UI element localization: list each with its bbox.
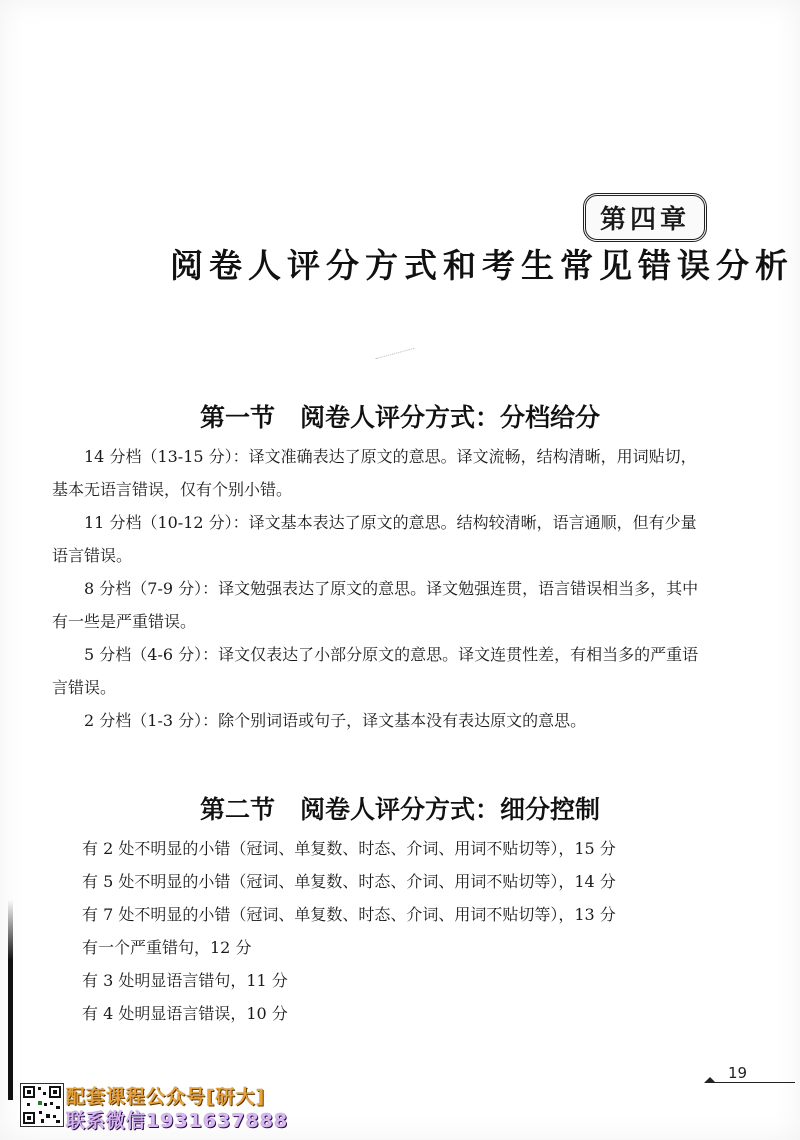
binding-edge-mark bbox=[8, 900, 13, 1100]
section1-title: 第一节 阅卷人评分方式：分档给分 bbox=[199, 403, 600, 432]
grade-band-8: 8 分档（7-9 分）：译文勉强表达了原文的意思。译文勉强连贯，语言错误相当多，其中有一些是严重错误。 bbox=[52, 579, 699, 631]
footer-rule bbox=[705, 1082, 795, 1083]
qr-code-icon bbox=[20, 1083, 64, 1127]
chapter-badge: 第四章 bbox=[583, 193, 707, 242]
page-number: 19 bbox=[728, 1064, 748, 1082]
grade-band-2: 2 分档（1-3 分）：除个别词语或句子，译文基本没有表达原文的意思。 bbox=[84, 711, 587, 730]
deduction-line: 有 3 处明显语言错句，11 分 bbox=[82, 971, 288, 990]
grade-band-5: 5 分档（4-6 分）：译文仅表达了小部分原文的意思。译文连贯性差，有相当多的严重语言错误。 bbox=[52, 645, 699, 697]
deduction-line: 有一个严重错句，12 分 bbox=[82, 938, 252, 957]
scan-artifact bbox=[375, 348, 414, 360]
grade-band-11: 11 分档（10-12 分）：译文基本表达了原文的意思。结构较清晰，语言通顺，但有少量语言错误。 bbox=[52, 513, 697, 565]
section2-title: 第二节 阅卷人评分方式：细分控制 bbox=[199, 795, 600, 824]
promo-text-course: 配套课程公众号[研大] bbox=[66, 1086, 266, 1108]
deduction-line: 有 2 处不明显的小错（冠词、单复数、时态、介词、用词不贴切等），15 分 bbox=[82, 839, 616, 858]
deduction-line: 有 5 处不明显的小错（冠词、单复数、时态、介词、用词不贴切等），14 分 bbox=[82, 872, 616, 891]
chapter-title: 阅卷人评分方式和考生常见错误分析 bbox=[170, 246, 794, 285]
grade-band-14: 14 分档（13-15 分）：译文准确表达了原文的意思。译文流畅，结构清晰，用词贴切，基本无语言错误，仅有个别小错。 bbox=[52, 447, 697, 499]
deduction-line: 有 4 处明显语言错误，10 分 bbox=[82, 1004, 288, 1023]
promo-text-contact: 联系微信1931637888 bbox=[66, 1110, 289, 1132]
deduction-line: 有 7 处不明显的小错（冠词、单复数、时态、介词、用词不贴切等），13 分 bbox=[82, 905, 616, 924]
